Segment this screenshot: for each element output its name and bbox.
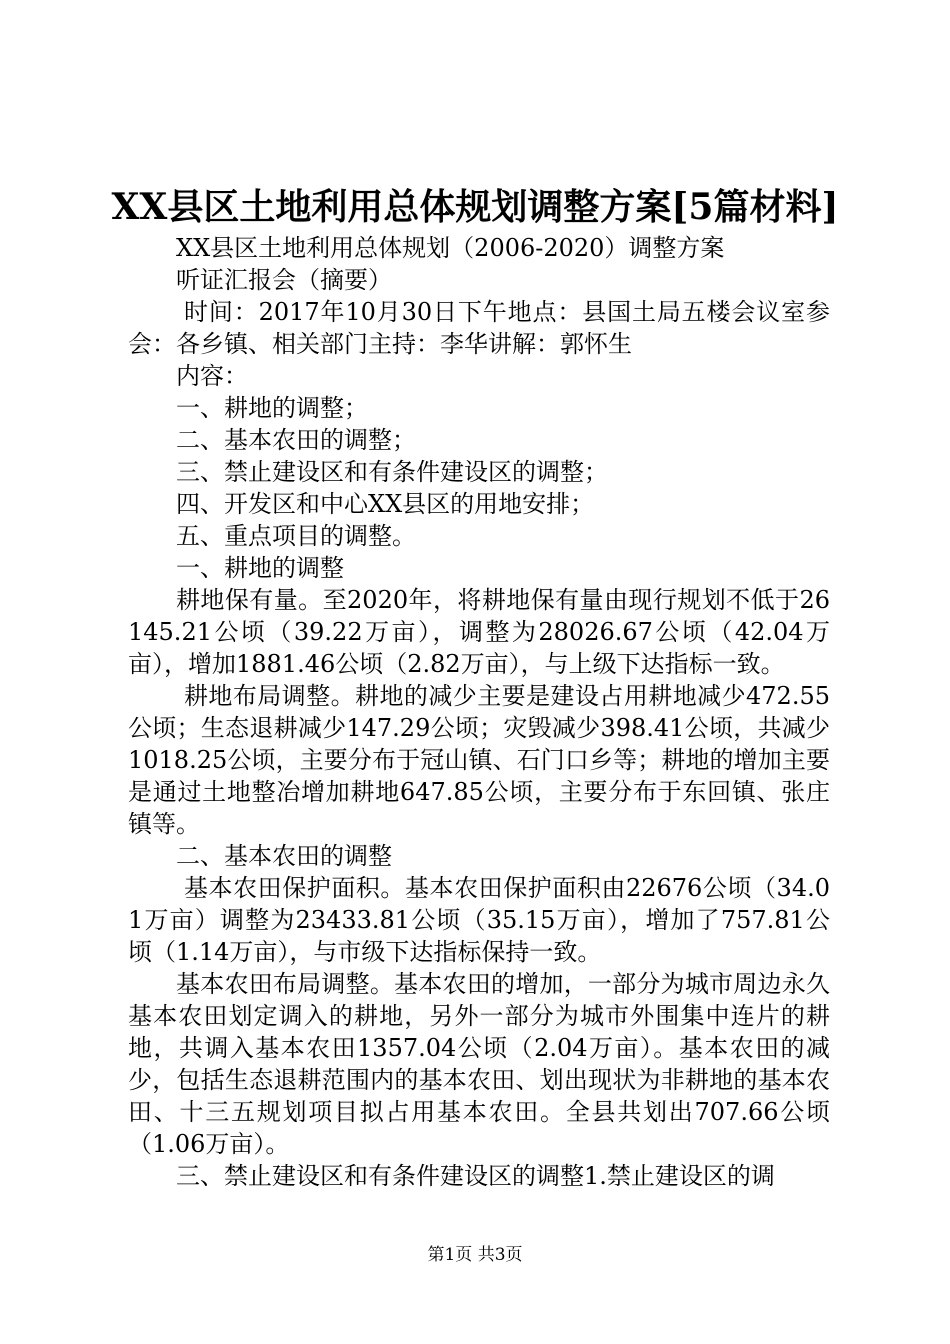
document-body (128, 232, 830, 1192)
contents-item: 五、重点项目的调整。 (176, 522, 416, 550)
paragraph: 耕地保有量。至2020年，将耕地保有量由现行规划不低于26145.21公顷（39.22万亩），调整为28026.67公顷（42.04万亩），增加1881.46公顷（2.82万亩），与上级下达指标一致。 (128, 586, 830, 678)
section-heading: 二、基本农田的调整 (176, 842, 392, 870)
contents-item: 三、禁止建设区和有条件建设区的调整； (176, 458, 608, 486)
paragraph: 基本农田布局调整。基本农田的增加，一部分为城市周边永久基本农田划定调入的耕地，另外一部分为城市外围集中连片的耕地，共调入基本农田1357.04公顷（2.04万亩）。基本农田的减少，包括生态退耕范围内的基本农田、划出现状为非耕地的基本农田、十三五规划项目拟占用基本农田。全县共划出707.66公顷（1.06万亩）。 (128, 970, 830, 1158)
page-footer: 第1页 共3页 (427, 1245, 523, 1265)
subtitle-line: 听证汇报会（摘要） (176, 266, 392, 294)
contents-item: 一、耕地的调整； (176, 394, 368, 422)
meeting-info: 时间：2017年10月30日下午地点：县国土局五楼会议室参会：各乡镇、相关部门主持：李华讲解：郭怀生 (128, 298, 830, 358)
document-title: XX县区土地利用总体规划调整方案[5篇材料] (111, 186, 839, 228)
contents-item: 四、开发区和中心XX县区的用地安排； (176, 490, 595, 518)
section-heading: 一、耕地的调整 (176, 554, 344, 582)
subtitle-line: XX县区土地利用总体规划（2006-2020）调整方案 (176, 234, 725, 262)
contents-item: 二、基本农田的调整； (176, 426, 416, 454)
paragraph: 三、禁止建设区和有条件建设区的调整1.禁止建设区的调 (176, 1162, 775, 1190)
paragraph: 耕地布局调整。耕地的减少主要是建设占用耕地减少472.55公顷；生态退耕减少147.29公顷；灾毁减少398.41公顷，共减少1018.25公顷，主要分布于冠山镇、石门口乡等；耕地的增加主要是通过土地整冶增加耕地647.85公顷，主要分布于东回镇、张庄镇等。 (128, 682, 830, 838)
paragraph: 基本农田保护面积。基本农田保护面积由22676公顷（34.01万亩）调整为23433.81公顷（35.15万亩），增加了757.81公顷（1.14万亩），与市级下达指标保持一致。 (128, 874, 830, 966)
contents-heading: 内容： (176, 362, 248, 390)
